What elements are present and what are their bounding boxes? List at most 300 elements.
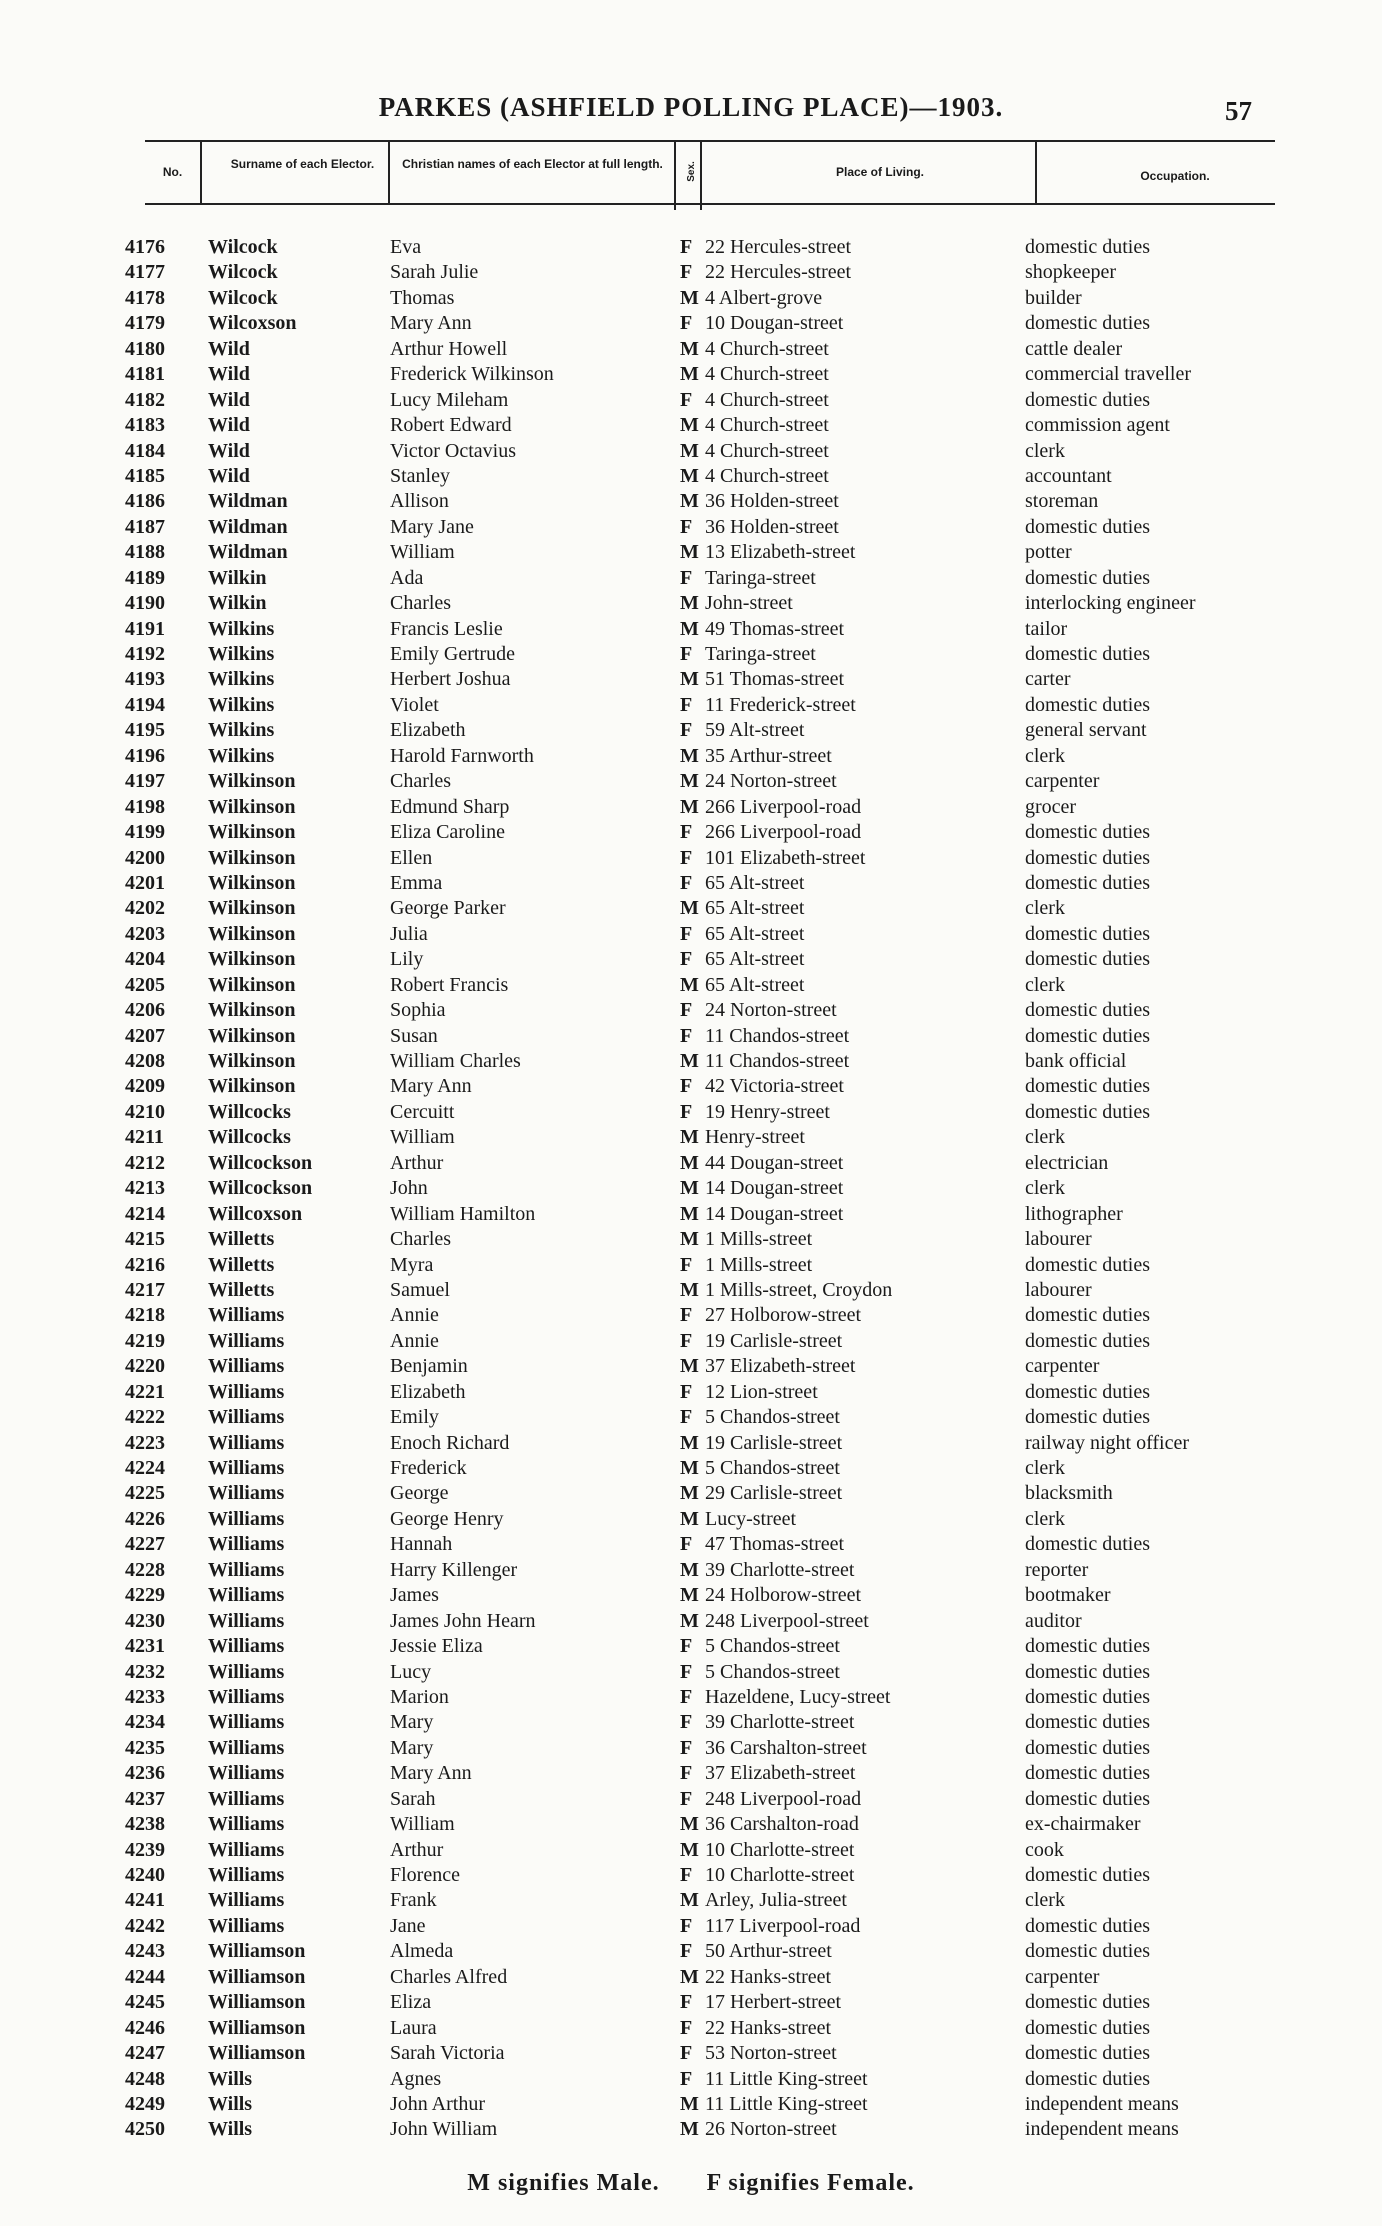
elector-number: 4222 <box>125 1406 165 1429</box>
elector-surname: Williams <box>208 1889 285 1912</box>
elector-place: 50 Arthur-street <box>705 1940 832 1963</box>
elector-occupation: domestic duties <box>1025 1660 1150 1683</box>
elector-place: 19 Henry-street <box>705 1100 830 1123</box>
elector-row <box>0 414 1382 439</box>
elector-christian-names: William <box>390 541 455 564</box>
elector-place: 35 Arthur-street <box>705 744 832 767</box>
elector-row <box>0 694 1382 719</box>
elector-surname: Wilkin <box>208 566 267 589</box>
elector-place: 4 Church-street <box>705 439 829 462</box>
elector-sex: M <box>680 897 699 920</box>
elector-number: 4183 <box>125 414 165 437</box>
elector-number: 4234 <box>125 1711 165 1734</box>
elector-christian-names: George Henry <box>390 1507 504 1530</box>
elector-number: 4242 <box>125 1914 165 1937</box>
elector-number: 4247 <box>125 2042 165 2065</box>
elector-row <box>0 745 1382 770</box>
elector-place: 36 Holden-street <box>705 515 839 538</box>
elector-christian-names: Charles Alfred <box>390 1965 508 1988</box>
elector-sex: F <box>680 643 693 665</box>
elector-occupation: domestic duties <box>1025 236 1150 258</box>
elector-surname: Wills <box>208 2067 253 2090</box>
elector-place: 101 Elizabeth-street <box>705 846 866 869</box>
elector-christian-names: Arthur <box>390 1151 444 1174</box>
elector-surname: Wilkinson <box>208 922 296 945</box>
elector-sex: M <box>680 770 699 793</box>
elector-sex: M <box>680 1151 699 1174</box>
elector-christian-names: Mary <box>390 1736 434 1759</box>
elector-occupation: auditor <box>1025 1609 1082 1632</box>
elector-occupation: clerk <box>1025 1126 1065 1149</box>
elector-occupation: domestic duties <box>1025 1329 1150 1352</box>
elector-number: 4177 <box>125 261 165 284</box>
elector-surname: Wild <box>208 363 250 386</box>
elector-place: 22 Hercules-street <box>705 236 852 258</box>
elector-place: 39 Charlotte-street <box>705 1711 855 1734</box>
elector-row <box>0 948 1382 973</box>
column-divider <box>388 140 390 203</box>
elector-sex: M <box>680 1838 699 1861</box>
elector-number: 4208 <box>125 1050 165 1072</box>
elector-surname: Williams <box>208 1457 285 1479</box>
elector-sex: M <box>680 1609 699 1632</box>
elector-place: 266 Liverpool-road <box>705 795 862 818</box>
elector-christian-names: James <box>390 1584 439 1607</box>
column-divider <box>700 140 702 210</box>
elector-row <box>0 1686 1382 1711</box>
elector-row <box>0 1839 1382 1864</box>
elector-sex: M <box>680 1584 699 1607</box>
elector-sex: M <box>680 592 699 615</box>
elector-number: 4227 <box>125 1533 165 1556</box>
elector-place: 248 Liverpool-street <box>705 1609 869 1632</box>
elector-sex: F <box>680 999 693 1022</box>
elector-row <box>0 1177 1382 1202</box>
elector-occupation: domestic duties <box>1025 1635 1150 1658</box>
elector-occupation: railway night officer <box>1025 1431 1190 1454</box>
elector-occupation: domestic duties <box>1025 2016 1150 2039</box>
elector-row <box>0 1279 1382 1304</box>
elector-occupation: accountant <box>1025 464 1112 487</box>
elector-surname: Wilkinson <box>208 770 296 793</box>
elector-sex: F <box>680 1075 693 1098</box>
elector-place: 37 Elizabeth-street <box>705 1762 856 1785</box>
elector-surname: Wild <box>208 388 250 411</box>
electors-list <box>0 236 1382 2144</box>
elector-occupation: blacksmith <box>1025 1482 1113 1505</box>
elector-sex: F <box>680 1940 693 1963</box>
elector-occupation: clerk <box>1025 1889 1065 1912</box>
elector-row <box>0 1889 1382 1914</box>
elector-row <box>0 668 1382 693</box>
elector-surname: Wilcoxson <box>208 312 297 335</box>
elector-surname: Williamson <box>208 1965 306 1988</box>
elector-row <box>0 796 1382 821</box>
elector-place: 4 Church-street <box>705 363 829 386</box>
elector-christian-names: William Charles <box>390 1050 521 1072</box>
elector-christian-names: George Parker <box>390 897 506 920</box>
elector-sex: M <box>680 1228 699 1251</box>
elector-number: 4188 <box>125 541 165 564</box>
elector-sex: F <box>680 1991 693 2014</box>
elector-sex: F <box>680 1024 693 1047</box>
elector-number: 4202 <box>125 897 165 920</box>
elector-surname: Wilkinson <box>208 1075 296 1098</box>
elector-christian-names: Myra <box>390 1253 434 1276</box>
elector-occupation: domestic duties <box>1025 1914 1150 1937</box>
elector-row <box>0 1788 1382 1813</box>
elector-row <box>0 1075 1382 1100</box>
elector-place: 65 Alt-street <box>705 922 805 945</box>
elector-christian-names: Mary Ann <box>390 1075 472 1098</box>
elector-christian-names: Lily <box>390 948 424 971</box>
elector-number: 4213 <box>125 1177 165 1200</box>
elector-number: 4199 <box>125 821 165 844</box>
elector-christian-names: Thomas <box>390 286 455 309</box>
elector-christian-names: Jane <box>390 1914 426 1937</box>
elector-number: 4211 <box>125 1126 164 1149</box>
elector-number: 4209 <box>125 1075 165 1098</box>
elector-row <box>0 1940 1382 1965</box>
elector-place: 36 Carshalton-street <box>705 1736 867 1759</box>
elector-surname: Williamson <box>208 2016 306 2039</box>
elector-row <box>0 618 1382 643</box>
elector-surname: Williams <box>208 1406 285 1429</box>
elector-sex: M <box>680 1558 699 1581</box>
elector-place: 65 Alt-street <box>705 948 805 971</box>
elector-sex: F <box>680 515 693 538</box>
elector-surname: Wildman <box>208 541 288 564</box>
elector-christian-names: Emily Gertrude <box>390 643 515 665</box>
elector-number: 4192 <box>125 643 165 665</box>
elector-occupation: domestic duties <box>1025 515 1150 538</box>
elector-place: 27 Holborow-street <box>705 1304 862 1327</box>
elector-number: 4201 <box>125 871 165 894</box>
elector-place: 53 Norton-street <box>705 2042 837 2065</box>
elector-occupation: domestic duties <box>1025 1406 1150 1429</box>
elector-place: 1 Mills-street <box>705 1228 813 1251</box>
elector-sex: M <box>680 541 699 564</box>
elector-number: 4223 <box>125 1431 165 1454</box>
elector-row <box>0 236 1382 261</box>
elector-row <box>0 1661 1382 1686</box>
elector-sex: M <box>680 1457 699 1479</box>
elector-sex: F <box>680 1329 693 1352</box>
elector-row <box>0 1126 1382 1151</box>
elector-sex: M <box>680 1507 699 1530</box>
elector-number: 4235 <box>125 1736 165 1759</box>
elector-sex: F <box>680 1762 693 1785</box>
elector-surname: Wilkinson <box>208 821 296 844</box>
elector-place: 14 Dougan-street <box>705 1202 844 1225</box>
elector-place: 19 Carlisle-street <box>705 1329 843 1352</box>
elector-occupation: domestic duties <box>1025 1991 1150 2014</box>
elector-sex: F <box>680 1304 693 1327</box>
elector-place: 13 Elizabeth-street <box>705 541 856 564</box>
elector-christian-names: John <box>390 1177 428 1200</box>
elector-row <box>0 389 1382 414</box>
elector-sex: F <box>680 1787 693 1810</box>
elector-occupation: domestic duties <box>1025 1864 1150 1886</box>
elector-place: 47 Thomas-street <box>705 1533 845 1556</box>
elector-sex: M <box>680 617 699 640</box>
elector-place: Taringa-street <box>705 643 816 665</box>
elector-number: 4241 <box>125 1889 165 1912</box>
elector-christian-names: Harry Killenger <box>390 1558 518 1581</box>
elector-occupation: domestic duties <box>1025 999 1150 1022</box>
elector-row <box>0 1711 1382 1736</box>
elector-christian-names: Frederick Wilkinson <box>390 363 554 386</box>
elector-number: 4224 <box>125 1457 165 1479</box>
elector-place: Arley, Julia-street <box>705 1889 847 1912</box>
elector-row <box>0 1991 1382 2016</box>
elector-surname: Williamson <box>208 1991 306 2014</box>
elector-christian-names: Mary Jane <box>390 515 474 538</box>
elector-sex: F <box>680 261 693 284</box>
elector-surname: Wills <box>208 2118 253 2141</box>
elector-surname: Wild <box>208 337 250 360</box>
elector-place: 266 Liverpool-road <box>705 821 862 844</box>
header-place: Place of Living. <box>835 165 925 179</box>
elector-occupation: carter <box>1025 668 1071 691</box>
elector-christian-names: Edmund Sharp <box>390 795 510 818</box>
elector-sex: M <box>680 1126 699 1149</box>
elector-row <box>0 923 1382 948</box>
elector-place: 4 Albert-grove <box>705 286 823 309</box>
elector-row <box>0 1025 1382 1050</box>
elector-row <box>0 2017 1382 2042</box>
elector-christian-names: Sarah <box>390 1787 436 1810</box>
elector-occupation: domestic duties <box>1025 312 1150 335</box>
elector-occupation: ex-chairmaker <box>1025 1813 1141 1836</box>
elector-occupation: independent means <box>1025 2118 1179 2141</box>
elector-occupation: labourer <box>1025 1278 1092 1301</box>
elector-christian-names: Victor Octavius <box>390 439 516 462</box>
elector-row <box>0 1610 1382 1635</box>
elector-occupation: domestic duties <box>1025 1736 1150 1759</box>
elector-christian-names: Frank <box>390 1889 437 1912</box>
elector-surname: Willcocks <box>208 1126 291 1149</box>
elector-row <box>0 1533 1382 1558</box>
elector-place: 44 Dougan-street <box>705 1151 844 1174</box>
elector-occupation: domestic duties <box>1025 1100 1150 1123</box>
elector-surname: Williams <box>208 1507 285 1530</box>
elector-row <box>0 719 1382 744</box>
elector-surname: Williams <box>208 1787 285 1810</box>
elector-number: 4216 <box>125 1253 165 1276</box>
elector-place: 39 Charlotte-street <box>705 1558 855 1581</box>
elector-sex: F <box>680 1660 693 1683</box>
elector-surname: Williamson <box>208 1940 306 1963</box>
elector-row <box>0 541 1382 566</box>
elector-sex: M <box>680 1889 699 1912</box>
elector-row <box>0 465 1382 490</box>
elector-sex: M <box>680 439 699 462</box>
elector-sex: F <box>680 388 693 411</box>
elector-christian-names: James John Hearn <box>390 1609 536 1632</box>
elector-place: John-street <box>705 592 793 615</box>
elector-number: 4186 <box>125 490 165 513</box>
elector-christian-names: Emily <box>390 1406 439 1429</box>
elector-sex: M <box>680 337 699 360</box>
elector-place: 14 Dougan-street <box>705 1177 844 1200</box>
elector-number: 4231 <box>125 1635 165 1658</box>
elector-place: 1 Mills-street, Croydon <box>705 1278 893 1301</box>
elector-place: 26 Norton-street <box>705 2118 837 2141</box>
elector-sex: F <box>680 1864 693 1886</box>
elector-occupation: general servant <box>1025 719 1147 742</box>
elector-row <box>0 999 1382 1024</box>
elector-sex: F <box>680 1253 693 1276</box>
elector-place: 11 Little King-street <box>705 2092 868 2115</box>
elector-sex: M <box>680 1202 699 1225</box>
elector-sex: M <box>680 744 699 767</box>
elector-surname: Williams <box>208 1762 285 1785</box>
elector-number: 4243 <box>125 1940 165 1963</box>
elector-place: 5 Chandos-street <box>705 1457 840 1479</box>
elector-number: 4230 <box>125 1609 165 1632</box>
header-sex: Sex. <box>685 161 697 182</box>
elector-surname: Wilkinson <box>208 846 296 869</box>
elector-number: 4196 <box>125 744 165 767</box>
elector-row <box>0 1864 1382 1889</box>
elector-number: 4190 <box>125 592 165 615</box>
elector-occupation: cattle dealer <box>1025 337 1123 360</box>
elector-place: Lucy-street <box>705 1507 797 1530</box>
elector-place: 49 Thomas-street <box>705 617 845 640</box>
elector-row <box>0 1381 1382 1406</box>
elector-row <box>0 1482 1382 1507</box>
elector-surname: Willetts <box>208 1278 275 1301</box>
elector-number: 4218 <box>125 1304 165 1327</box>
elector-surname: Wilkinson <box>208 1050 296 1072</box>
elector-christian-names: Jessie Eliza <box>390 1635 483 1658</box>
elector-row <box>0 897 1382 922</box>
elector-surname: Wilkins <box>208 643 275 665</box>
elector-place: 4 Church-street <box>705 464 829 487</box>
elector-place: 117 Liverpool-road <box>705 1914 861 1937</box>
footer-legend <box>0 2170 1382 2197</box>
elector-number: 4229 <box>125 1584 165 1607</box>
elector-occupation: domestic duties <box>1025 1075 1150 1098</box>
elector-number: 4233 <box>125 1685 165 1708</box>
elector-surname: Wilkinson <box>208 795 296 818</box>
elector-surname: Wilkins <box>208 693 275 716</box>
footer-male-note: M signifies Male. <box>467 2170 660 2196</box>
elector-occupation: builder <box>1025 286 1082 309</box>
elector-christian-names: Ellen <box>390 846 433 869</box>
header-rule <box>145 203 1275 205</box>
elector-place: 22 Hanks-street <box>705 2016 832 2039</box>
elector-surname: Williams <box>208 1609 285 1632</box>
elector-surname: Williams <box>208 1635 285 1658</box>
elector-sex: M <box>680 490 699 513</box>
elector-christian-names: Marion <box>390 1685 449 1708</box>
elector-occupation: domestic duties <box>1025 1762 1150 1785</box>
elector-sex: F <box>680 1406 693 1429</box>
elector-place: 10 Dougan-street <box>705 312 844 335</box>
elector-christian-names: Julia <box>390 922 428 945</box>
elector-surname: Wilkinson <box>208 897 296 920</box>
elector-place: Taringa-street <box>705 566 816 589</box>
elector-surname: Wilkinson <box>208 1024 296 1047</box>
elector-occupation: carpenter <box>1025 1355 1100 1378</box>
elector-christian-names: William Hamilton <box>390 1202 536 1225</box>
elector-number: 4193 <box>125 668 165 691</box>
elector-number: 4198 <box>125 795 165 818</box>
elector-row <box>0 1559 1382 1584</box>
elector-christian-names: Lucy <box>390 1660 432 1683</box>
elector-number: 4205 <box>125 973 165 996</box>
elector-sex: M <box>680 795 699 818</box>
elector-occupation: domestic duties <box>1025 1711 1150 1734</box>
elector-sex: F <box>680 922 693 945</box>
elector-number: 4195 <box>125 719 165 742</box>
elector-occupation: carpenter <box>1025 770 1100 793</box>
elector-christian-names: Ada <box>390 566 424 589</box>
elector-surname: Williams <box>208 1864 285 1886</box>
elector-sex: F <box>680 1100 693 1123</box>
elector-surname: Williams <box>208 1660 285 1683</box>
elector-surname: Wilcock <box>208 286 278 309</box>
elector-sex: F <box>680 1380 693 1403</box>
elector-occupation: grocer <box>1025 795 1077 818</box>
elector-number: 4207 <box>125 1024 165 1047</box>
elector-sex: M <box>680 2092 699 2115</box>
elector-place: 4 Church-street <box>705 337 829 360</box>
elector-christian-names: Violet <box>390 693 439 716</box>
elector-christian-names: Arthur <box>390 1838 444 1861</box>
elector-occupation: domestic duties <box>1025 1253 1150 1276</box>
elector-occupation: clerk <box>1025 973 1065 996</box>
header-no: No. <box>162 165 183 179</box>
elector-row <box>0 1635 1382 1660</box>
elector-number: 4228 <box>125 1558 165 1581</box>
header-occupation: Occupation. <box>1140 169 1210 183</box>
elector-place: 5 Chandos-street <box>705 1635 840 1658</box>
elector-christian-names: Mary Ann <box>390 1762 472 1785</box>
elector-christian-names: Francis Leslie <box>390 617 503 640</box>
elector-christian-names: Elizabeth <box>390 1380 466 1403</box>
elector-number: 4200 <box>125 846 165 869</box>
elector-christian-names: John Arthur <box>390 2092 485 2115</box>
elector-occupation: clerk <box>1025 1177 1065 1200</box>
elector-surname: Wild <box>208 464 250 487</box>
elector-occupation: domestic duties <box>1025 922 1150 945</box>
elector-number: 4219 <box>125 1329 165 1352</box>
elector-row <box>0 1203 1382 1228</box>
top-rule <box>145 140 1275 142</box>
elector-surname: Wilcock <box>208 236 278 258</box>
elector-christian-names: Cercuitt <box>390 1100 455 1123</box>
elector-occupation: domestic duties <box>1025 643 1150 665</box>
elector-place: 11 Little King-street <box>705 2067 868 2090</box>
elector-occupation: commercial traveller <box>1025 363 1192 386</box>
elector-place: 11 Chandos-street <box>705 1024 850 1047</box>
elector-sex: F <box>680 821 693 844</box>
elector-sex: F <box>680 1685 693 1708</box>
elector-christian-names: Charles <box>390 1228 452 1251</box>
elector-surname: Williams <box>208 1482 285 1505</box>
elector-sex: M <box>680 1278 699 1301</box>
elector-christian-names: Hannah <box>390 1533 453 1556</box>
elector-row <box>0 1457 1382 1482</box>
elector-row <box>0 1432 1382 1457</box>
elector-surname: Willcockson <box>208 1177 313 1200</box>
page-title: PARKES (ASHFIELD POLLING PLACE)—1903. <box>378 92 1004 122</box>
elector-occupation: labourer <box>1025 1228 1092 1251</box>
elector-christian-names: George <box>390 1482 449 1505</box>
